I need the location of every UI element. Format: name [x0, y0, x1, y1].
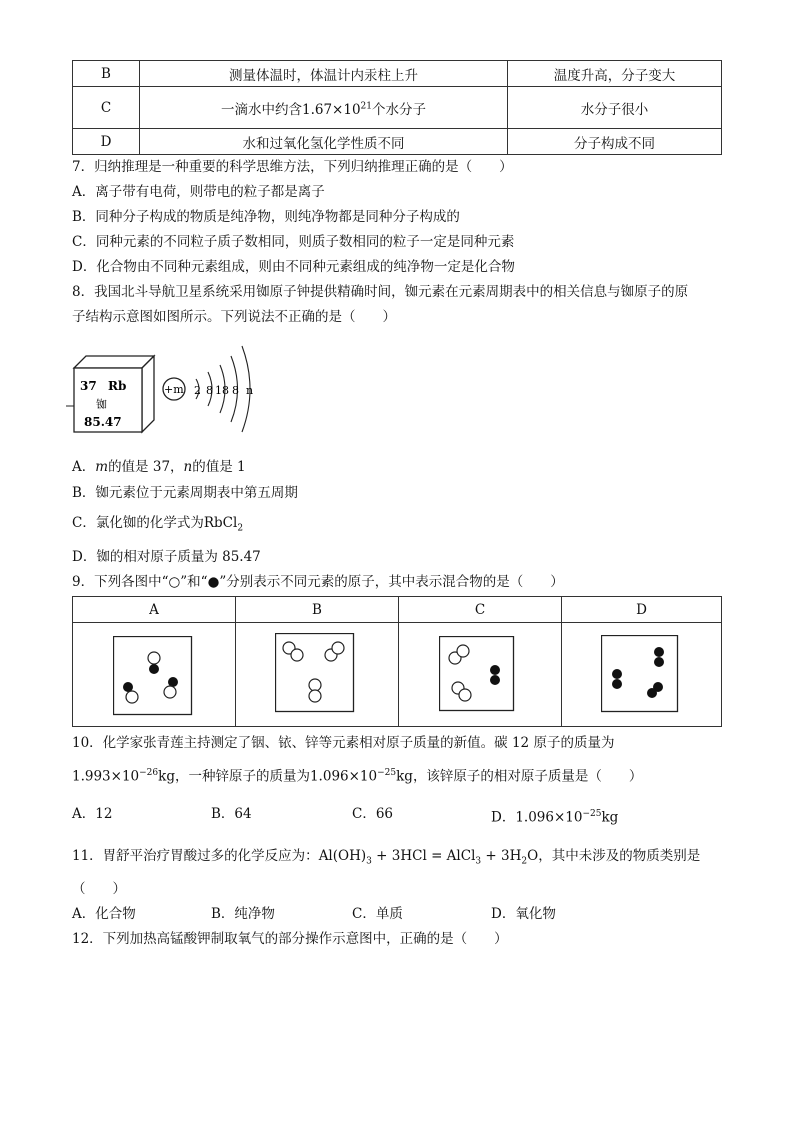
q11-option-d: D．氧化物 [491, 906, 556, 922]
q9-header-b: B [236, 597, 399, 623]
shell-2-electrons: 8 [206, 384, 213, 397]
q9-header-c: C [399, 597, 562, 623]
row-fact [140, 87, 508, 129]
row-label: C [73, 87, 140, 129]
table-row [73, 87, 722, 129]
q10-stem: 10．化学家张青莲主持测定了铟、铱、锌等元素相对原子质量的新值。碳 12 原子的质量为 [72, 735, 615, 751]
q8-stem-1: 8．我国北斗导航卫星系统采用铷原子钟提供精确时间，铷元素在元素周期表中的相关信息与铷原子的原 [72, 284, 689, 300]
q10-mid: ，一种锌原子的质量为 [174, 768, 310, 785]
q9-header-row [73, 597, 722, 623]
fact-pre: 一滴水中约含 [220, 101, 302, 118]
fact-num: 1.67×10 [301, 101, 361, 118]
q6-table [72, 60, 722, 155]
q11-eq-a-sub: 3 [366, 856, 372, 867]
q10-m2-base: 1.096×10 [309, 768, 378, 785]
shell-1-electrons: 2 [194, 384, 201, 397]
molecule-box-a [113, 636, 193, 716]
q10-option-c: C．66 [352, 806, 394, 822]
table-row [73, 129, 722, 155]
table-row [73, 61, 722, 87]
q7-stem: 7．归纳推理是一种重要的科学思维方法，下列归纳推理正确的是（ ） [72, 159, 513, 175]
shell-3-electrons: 18 [215, 384, 229, 397]
q9-header-d: D [562, 597, 722, 623]
q7-option-d: D．化合物由不同种元素组成，则由不同种元素组成的纯净物一定是化合物 [72, 259, 515, 275]
q11-option-c: C．单质 [352, 906, 403, 922]
q8-option-a [72, 458, 246, 476]
q11-eq-a: Al(OH) [318, 848, 367, 864]
q8-optC-sub: 2 [237, 523, 244, 534]
atomic-number: 37 [80, 379, 97, 393]
q8-optC-formula: RbCl [203, 515, 238, 531]
q8-optA-mid: 的值是 37， [108, 459, 184, 475]
q10-post: ，该锌原子的相对原子质量是（ ） [412, 768, 643, 785]
q11-bracket: （ ） [72, 881, 126, 897]
nucleus-charge: +m [164, 383, 184, 396]
q10-m1-base: 1.993×10 [72, 768, 140, 785]
q11-option-b: B．纯净物 [211, 906, 275, 922]
q7-option-c: C．同种元素的不同粒子质子数相同，则质子数相同的粒子一定是同种元素 [72, 234, 515, 250]
q11-eq-c-sub: 2 [521, 856, 528, 867]
q11-stem-post: ，其中未涉及的物质类别是 [538, 848, 701, 864]
q8-optA-n: n [183, 459, 193, 475]
q12-stem: 12．下列加热高锰酸钾制取氧气的部分操作示意图中，正确的是（ ） [72, 931, 508, 947]
q9-header-a: A [73, 597, 236, 623]
fact-exp: 21 [360, 101, 372, 111]
q8-optA-pre: A． [72, 459, 96, 475]
row-explain: 水分子很小 [508, 87, 722, 129]
q10-m2-exp: −25 [377, 768, 397, 778]
element-symbol: Rb [108, 379, 127, 393]
row-explain: 分子构成不同 [508, 129, 722, 155]
periodic-cell-figure [64, 350, 164, 434]
row-explain: 温度升高，分子变大 [508, 61, 722, 87]
q10-option-a: A．12 [72, 806, 113, 822]
q10-m2-unit: kg [396, 768, 413, 785]
q11-eq-b-sub: 3 [475, 856, 482, 867]
q8-optA-m: m [95, 459, 109, 475]
q11-stem [72, 847, 700, 871]
atom-structure-diagram [156, 334, 266, 444]
q10-option-d [491, 805, 618, 827]
q10-optD-base: 1.096×10 [515, 809, 583, 826]
q10-m1-unit: kg [158, 768, 175, 785]
q11-eq-c: + 3H [481, 848, 522, 864]
q10-optD-exp: −25 [582, 809, 602, 819]
q11-eq-b: + 3HCl = AlCl [371, 848, 476, 864]
q10-option-b: B．64 [211, 806, 252, 822]
q10-optD-pre: D． [491, 809, 516, 826]
q11-eq-d: O [527, 848, 539, 864]
q8-optC-pre: C．氯化铷的化学式为 [72, 515, 204, 531]
q9-stem: 9．下列各图中“○”和“●”分别表示不同元素的原子，其中表示混合物的是（ ） [72, 574, 564, 590]
q8-option-b: B．铷元素位于元素周期表中第五周期 [72, 485, 298, 501]
q11-option-a: A．化合物 [72, 906, 136, 922]
q11-stem-pre: 11．胃舒平治疗胃酸过多的化学反应为： [72, 848, 319, 864]
molecule-box-c [439, 636, 519, 712]
row-fact: 水和过氧化氢化学性质不同 [140, 129, 508, 155]
molecule-box-d [601, 635, 681, 715]
q10-m1-exp: −26 [139, 768, 159, 778]
q8-option-c [72, 514, 243, 538]
q10-optD-unit: kg [601, 809, 619, 826]
row-fact: 测量体温时，体温计内汞柱上升 [140, 61, 508, 87]
shell-5-electrons: n [246, 384, 254, 397]
row-label: B [73, 61, 140, 87]
element-name: 铷 [96, 398, 107, 411]
q8-optA-post: 的值是 1 [192, 459, 246, 475]
q7-option-b: B．同种分子构成的物质是纯净物，则纯净物都是同种分子构成的 [72, 209, 460, 225]
atomic-mass: 85.47 [84, 415, 122, 429]
fact-post: 个水分子 [372, 101, 426, 118]
molecule-box-b [275, 633, 355, 713]
shell-4-electrons: 8 [232, 384, 239, 397]
row-label: D [73, 129, 140, 155]
q8-option-d: D．铷的相对原子质量为 85.47 [72, 549, 261, 565]
q8-stem-2: 子结构示意图如图所示。下列说法不正确的是（ ） [72, 309, 396, 325]
q10-stem-2 [72, 764, 642, 786]
q7-option-a: A．离子带有电荷，则带电的粒子都是离子 [72, 184, 325, 200]
